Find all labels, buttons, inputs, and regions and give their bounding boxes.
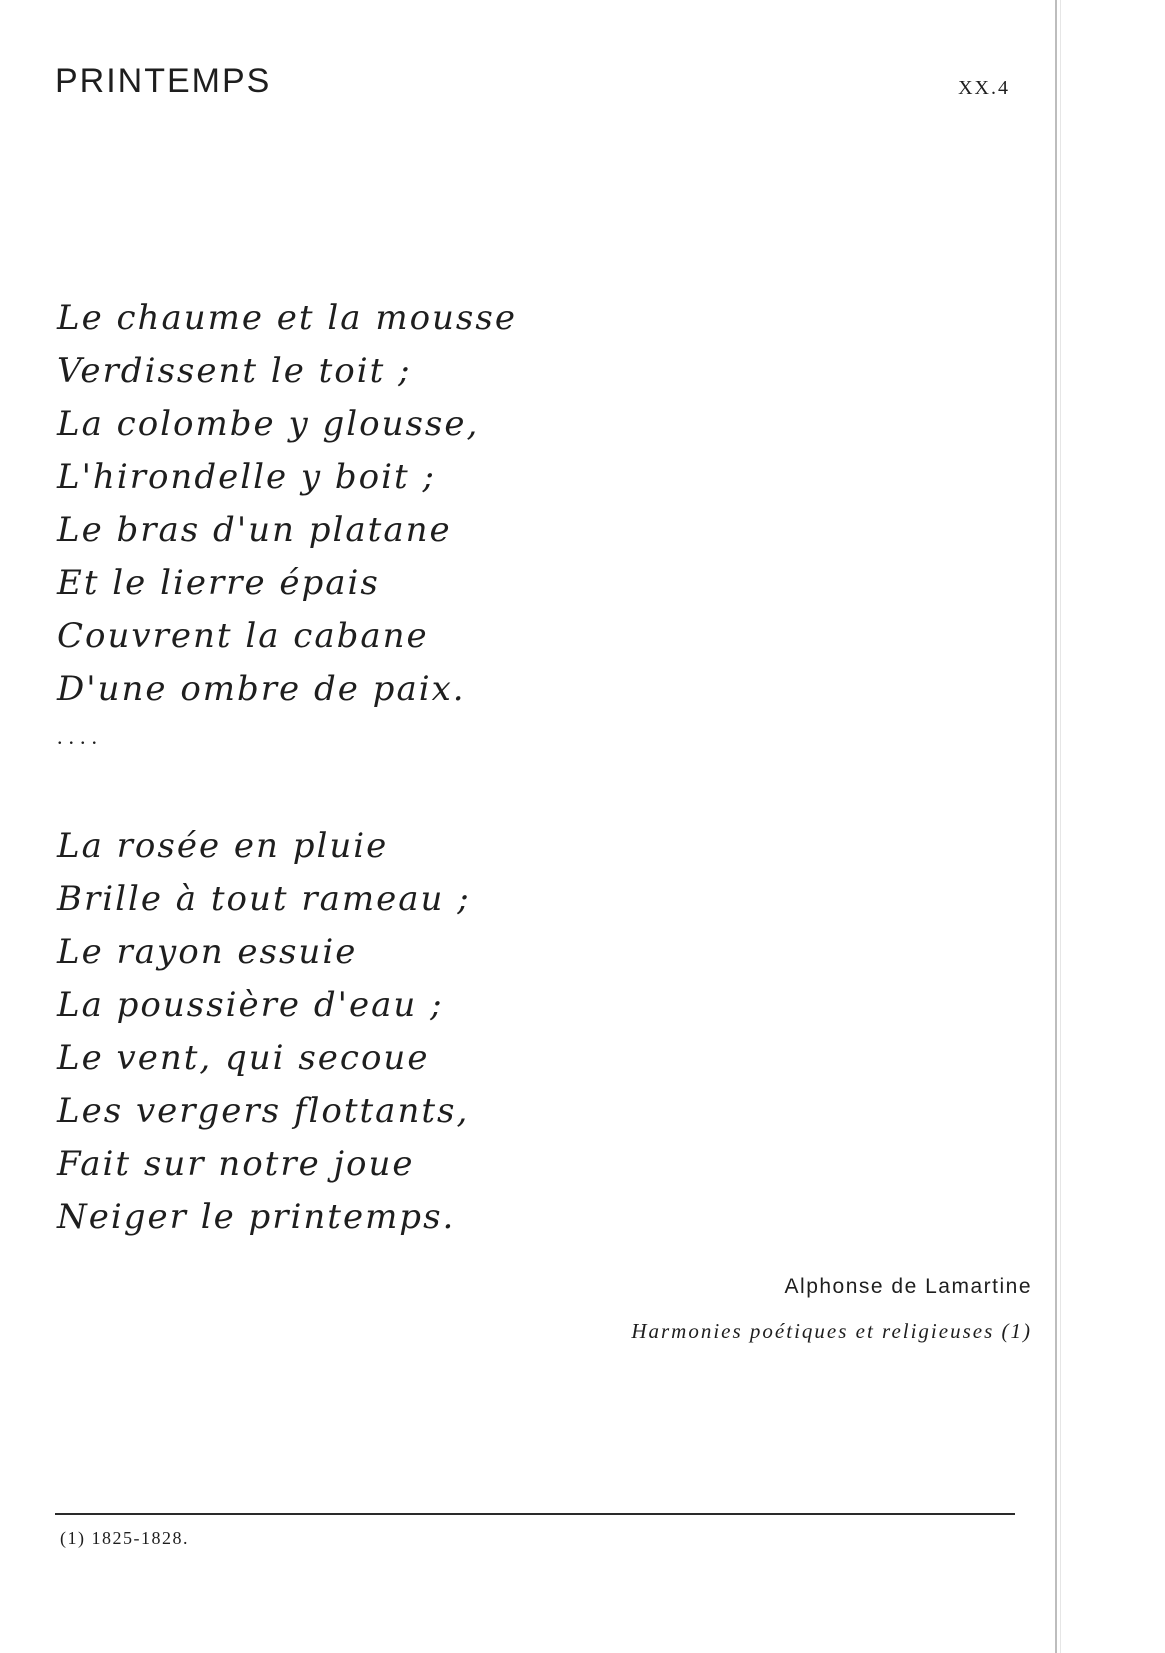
verse-line: Le chaume et la mousse: [57, 298, 517, 338]
page-edge: [1055, 0, 1057, 1653]
stanza-second: [57, 820, 471, 1244]
verse-line: Le rayon essuie: [57, 932, 358, 972]
verse-line: La colombe y glousse,: [57, 404, 480, 444]
footnote-divider: [55, 1513, 1015, 1515]
verse-line: Brille à tout rameau ;: [57, 879, 471, 919]
verse-line: Fait sur notre joue: [57, 1144, 415, 1184]
verse-line: La poussière d'eau ;: [57, 985, 444, 1025]
verse-line: Le vent, qui secoue: [57, 1038, 430, 1078]
verse-line: Les vergers flottants,: [57, 1091, 470, 1131]
verse-line: Verdissent le toit ;: [57, 351, 412, 391]
section-reference: XX.4: [958, 77, 1010, 99]
verse-line: D'une ombre de paix.: [57, 669, 466, 709]
author-name: Alphonse de Lamartine: [784, 1275, 1032, 1298]
verse-line: Neiger le printemps.: [57, 1197, 456, 1237]
page-title: PRINTEMPS: [55, 62, 272, 100]
footnote: (1) 1825-1828.: [60, 1528, 189, 1548]
work-title: Harmonies poétiques et religieuses (1): [631, 1319, 1032, 1343]
verse-line: Le bras d'un platane: [57, 510, 452, 550]
page-edge-shadow: [1060, 0, 1061, 1653]
verse-line: L'hirondelle y boit ;: [57, 457, 436, 497]
stanza-first: [57, 292, 517, 716]
omission-ellipsis: ....: [57, 724, 103, 749]
verse-line: Couvrent la cabane: [57, 616, 429, 656]
verse-line: Et le lierre épais: [57, 563, 380, 603]
verse-line: La rosée en pluie: [57, 826, 389, 866]
attribution: [631, 1276, 1032, 1342]
